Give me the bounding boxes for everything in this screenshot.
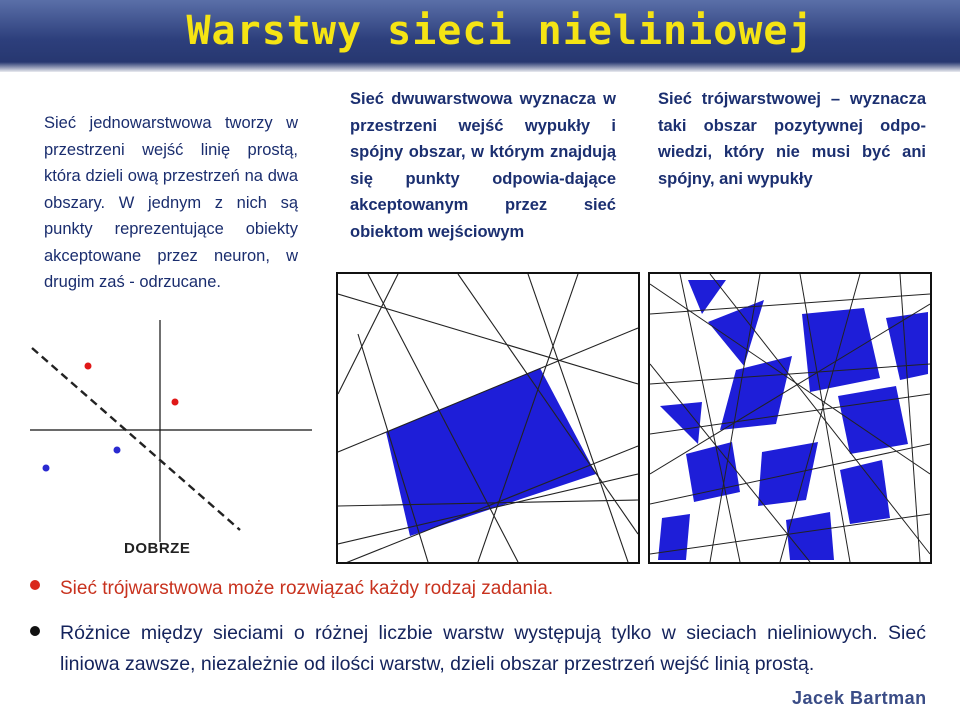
- bullet-marker: [30, 580, 40, 590]
- blue-point: [114, 447, 121, 454]
- two-layer-figure: [336, 272, 640, 564]
- red-point: [85, 363, 92, 370]
- title-bar: [0, 0, 960, 72]
- region: [660, 402, 702, 444]
- three-layer-description: Sieć trójwarstwowej – wyznacza taki obszar pozytywnej odpo-wiedzi, który nie musi być ani spójny, ani wypukły: [658, 90, 926, 188]
- region: [786, 512, 834, 560]
- red-point: [172, 399, 179, 406]
- region: [838, 386, 908, 454]
- region: [686, 442, 740, 502]
- bullet-statement-1: Sieć trójwarstwowa może rozwiązać każdy rodzaj zadania.: [60, 578, 554, 599]
- bullet-statement-2: Różnice między sieciami o różnej liczbie warstw występują tylko w sieciach nieliniowych. Sieć liniowa zawsze, niezależnie od ilości warstw, dzieli obszar przestrzeń wejść linią prostą.: [60, 622, 926, 675]
- three-layer-figure: [648, 272, 932, 564]
- author-name: Jacek Bartman: [792, 688, 927, 708]
- blue-point: [43, 465, 50, 472]
- decision-line: [32, 348, 240, 530]
- region: [658, 514, 690, 560]
- single-layer-figure: [30, 320, 312, 542]
- figure-label: DOBRZE: [124, 540, 191, 557]
- slide-title: Warstwy sieci nieliniowej: [186, 8, 814, 54]
- single-layer-description: Sieć jednowarstwowa tworzy w przestrzeni wejść linię prostą, która dzieli ową przestrzeń na dwa obszary. W jednym z nich są punkty reprezentujące obiekty akceptowane przez neuron, w drugim zaś - odrzucane.: [44, 114, 298, 291]
- bullet-marker: [30, 626, 40, 636]
- two-layer-description: Sieć dwuwarstwowa wyznacza w przestrzeni wejść wypukły i spójny obszar, w którym znajdują się punkty odpowia-dające akceptowanym przez sieć obiektom wejściowym: [350, 90, 616, 241]
- region: [840, 460, 890, 524]
